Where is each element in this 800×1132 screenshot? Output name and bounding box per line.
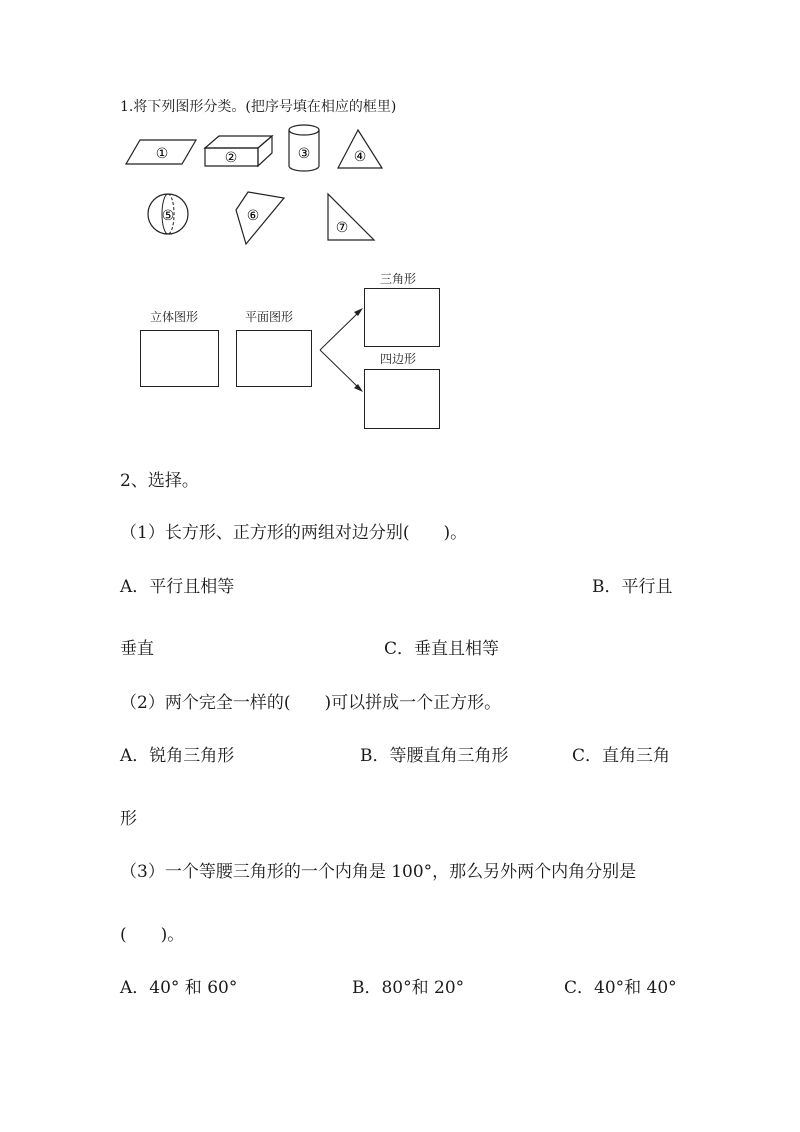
sub2-option-c-cont: 形 xyxy=(120,809,137,829)
branch-arrows xyxy=(320,308,363,392)
shape-label-7: ⑦ xyxy=(335,220,349,236)
shape-label-2: ② xyxy=(224,150,238,166)
question-1-title: 1.将下列图形分类。(把序号填在相应的框里) xyxy=(120,99,397,115)
solid-figure-box[interactable] xyxy=(140,330,219,387)
shape-right-triangle xyxy=(328,194,374,240)
plane-figure-box[interactable] xyxy=(236,330,312,387)
solid-figure-label: 立体图形 xyxy=(150,310,199,324)
sub-question-2: （2）两个完全一样的( )可以拼成一个正方形。 xyxy=(120,693,502,713)
sub3-option-a[interactable]: A．40° 和 60° xyxy=(120,978,238,998)
shape-sphere xyxy=(148,194,188,234)
sub3-option-b[interactable]: B．80°和 20° xyxy=(352,978,465,998)
shape-triangle-equilateral xyxy=(338,130,382,168)
shape-cylinder xyxy=(289,125,319,171)
sub3-option-c[interactable]: C．40°和 40° xyxy=(564,978,677,998)
sub1-option-b-cont: 垂直 xyxy=(120,639,154,659)
plane-figure-label: 平面图形 xyxy=(245,310,294,324)
triangle-box[interactable] xyxy=(364,288,440,347)
triangle-label: 三角形 xyxy=(380,272,417,286)
sub-question-3: （3）一个等腰三角形的一个内角是 100°，那么另外两个内角分别是 xyxy=(120,862,637,882)
shape-label-3: ③ xyxy=(297,146,311,162)
shape-label-4: ④ xyxy=(353,149,367,165)
shape-quadrilateral xyxy=(236,192,284,244)
sub2-option-a[interactable]: A．锐角三角形 xyxy=(120,746,235,766)
sub1-option-b[interactable]: B．平行且 xyxy=(592,577,673,597)
sub-question-1: （1）长方形、正方形的两组对边分别( )。 xyxy=(120,523,468,543)
shape-label-1: ① xyxy=(155,146,169,162)
sub1-option-a[interactable]: A．平行且相等 xyxy=(120,577,235,597)
sub2-option-b[interactable]: B．等腰直角三角形 xyxy=(360,746,509,766)
question-2-title: 2、选择。 xyxy=(120,471,199,491)
sub3-answer-blank: ( )。 xyxy=(120,925,185,945)
sub1-option-c[interactable]: C．垂直且相等 xyxy=(384,639,500,659)
shape-label-5: ⑤ xyxy=(161,208,175,224)
shape-cuboid xyxy=(205,136,272,166)
quadrilateral-box[interactable] xyxy=(364,369,440,429)
shape-parallelogram xyxy=(126,140,196,164)
quadrilateral-label: 四边形 xyxy=(380,352,417,366)
shape-label-6: ⑥ xyxy=(246,208,260,224)
sub2-option-c[interactable]: C．直角三角 xyxy=(572,746,671,766)
